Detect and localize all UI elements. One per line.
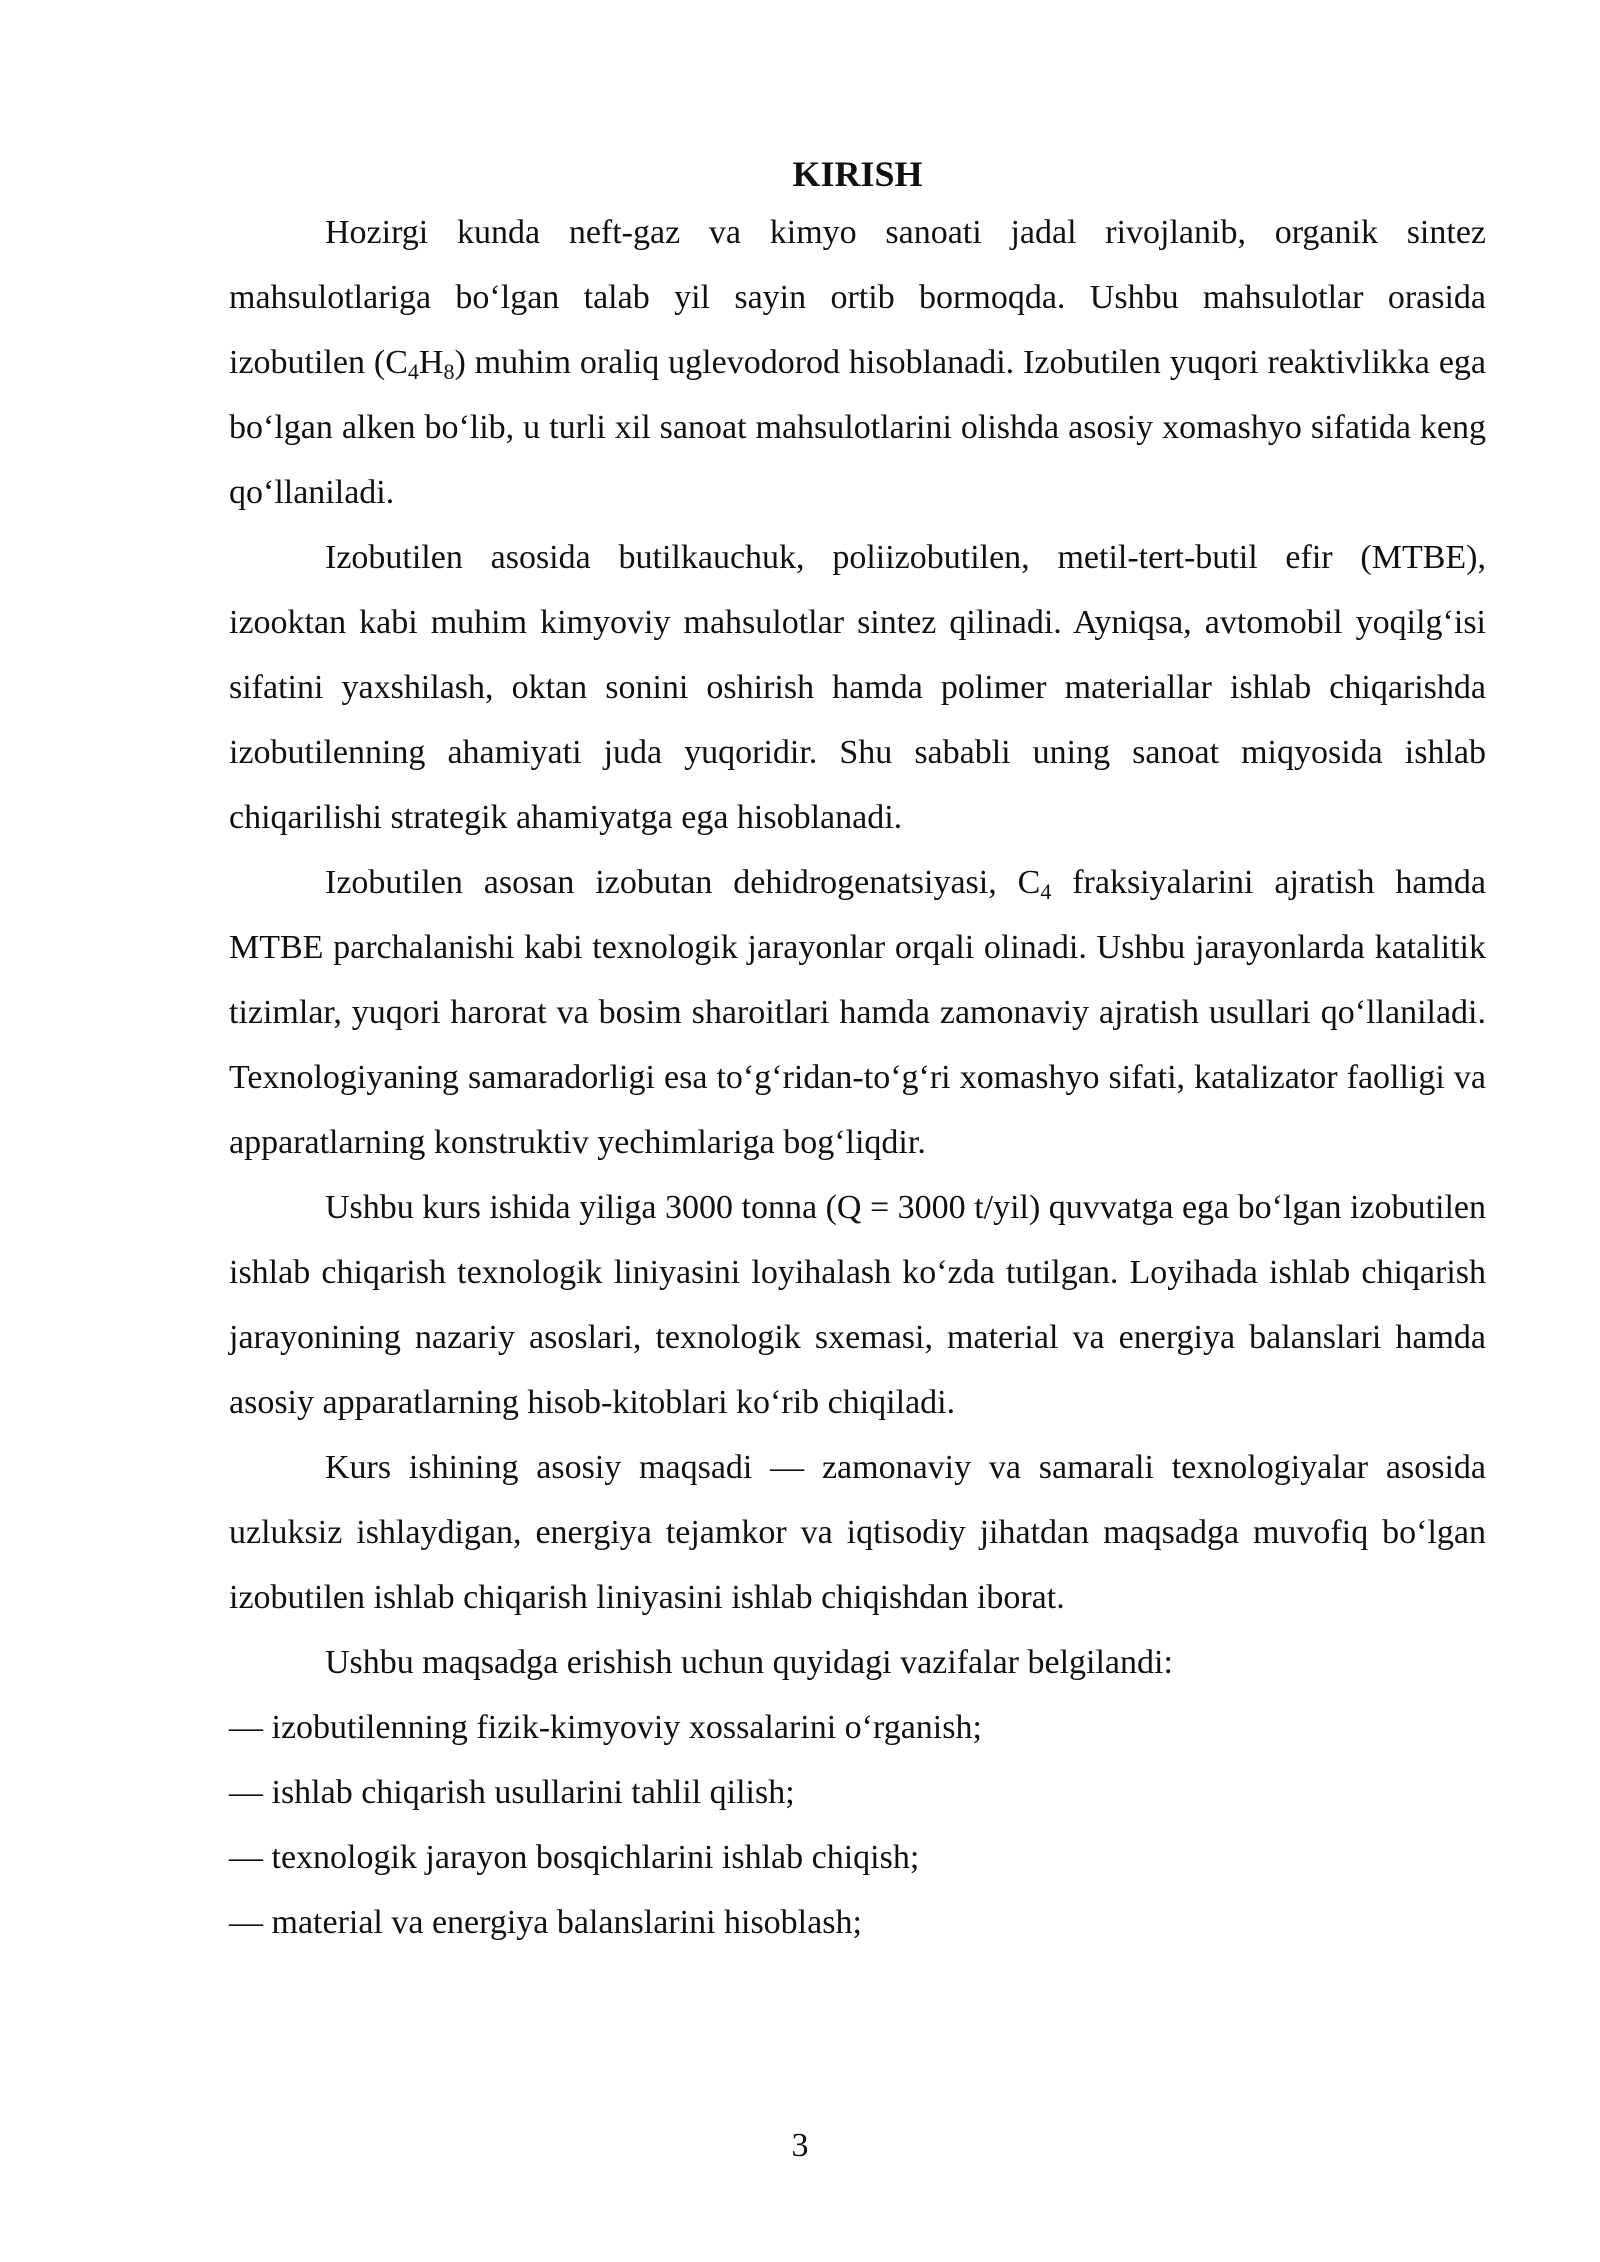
section-heading: KIRISH (792, 154, 923, 194)
task-list-item: — material va energiya balanslarini hisoblash; (229, 1904, 862, 1941)
text-segment: Hozirgi kunda neft-gaz va kimyo sanoati jadal rivojlanib, organik sintez mahsulotlariga bo‘lgan talab yil sayin ortib bormoqda. Ushbu mahsulotlar orasida izobutilen (C (229, 214, 1486, 381)
task-list-item: — texnologik jarayon bosqichlarini ishlab chiqish; (229, 1839, 920, 1876)
text-segment: Kurs ishining asosiy maqsadi — zamonaviy va samarali texnologiyalar asosida uzluksiz ishlaydigan, energiya tejamkor va iqtisodiy jihatdan maqsadga muvofiq bo‘lgan izobutilen ishlab chiqarish liniyasini ishlab chiqishdan iborat. (229, 1449, 1486, 1616)
text-segment: ) muhim oraliq uglevodorod hisoblanadi. Izobutilen yuqori reaktivlikka ega bo‘lgan alken bo‘lib, u turli xil sanoat mahsulotlarini olishda asosiy xomashyo sifatida keng qo‘llaniladi. (229, 344, 1486, 511)
task-list-item: — izobutilenning fizik-kimyoviy xossalarini o‘rganish; (229, 1709, 982, 1746)
text-segment: Izobutilen asosida butilkauchuk, poliizobutilen, metil-tert-butil efir (MTBE), izooktan kabi muhim kimyoviy mahsulotlar sintez qilinadi. Ayniqsa, avtomobil yoqilg‘isi sifatini yaxshilash, oktan sonini oshirish hamda polimer materiallar ishlab chiqarishda izobutilenning ahamiyati juda yuqoridir. Shu sababli uning sanoat miqyosida ishlab chiqarilishi strategik ahamiyatga ega hisoblanadi. (229, 539, 1486, 836)
page-number: 3 (791, 2127, 809, 2164)
body-paragraph (229, 1630, 1486, 1695)
page-content (229, 150, 1486, 1955)
body-paragraph (229, 1175, 1486, 1435)
body-paragraph (229, 850, 1486, 1175)
task-list-item: — ishlab chiqarish usullarini tahlil qilish; (229, 1774, 795, 1811)
paragraphs-container (229, 200, 1486, 1695)
body-paragraph (229, 1435, 1486, 1630)
text-segment: Izobutilen asosan izobutan dehidrogenatsiyasi, C (325, 864, 1041, 901)
text-segment: Ushbu kurs ishida yiliga 3000 tonna (Q = 3000 t/yil) quvvatga ega bo‘lgan izobutilen ishlab chiqarish texnologik liniyasini loyihalash ko‘zda tutilgan. Loyihada ishlab chiqarish jarayonining nazariy asoslari, texnologik sxemasi, material va energiya balanslari hamda asosiy apparatlarning hisob-kitoblari ko‘rib chiqiladi. (229, 1189, 1486, 1421)
text-segment: Ushbu maqsadga erishish uchun quyidagi vazifalar belgilandi: (325, 1644, 1173, 1681)
subscript: 4 (407, 359, 419, 384)
text-segment: H (418, 344, 444, 381)
subscript: 8 (443, 359, 455, 384)
subscript: 4 (1040, 879, 1052, 904)
body-paragraph (229, 200, 1486, 525)
text-segment: fraksiyalarini ajratish hamda MTBE parchalanishi kabi texnologik jarayonlar orqali olinadi. Ushbu jarayonlarda katalitik tizimlar, yuqori harorat va bosim sharoitlari hamda zamonaviy ajratish usullari qo‘llaniladi. Texnologiyaning samaradorligi esa to‘g‘ridan-to‘g‘ri xomashyo sifati, katalizator faolligi va apparatlarning konstruktiv yechimlariga bog‘liqdir. (229, 864, 1486, 1161)
body-paragraph (229, 525, 1486, 850)
task-list (229, 1695, 1486, 1955)
